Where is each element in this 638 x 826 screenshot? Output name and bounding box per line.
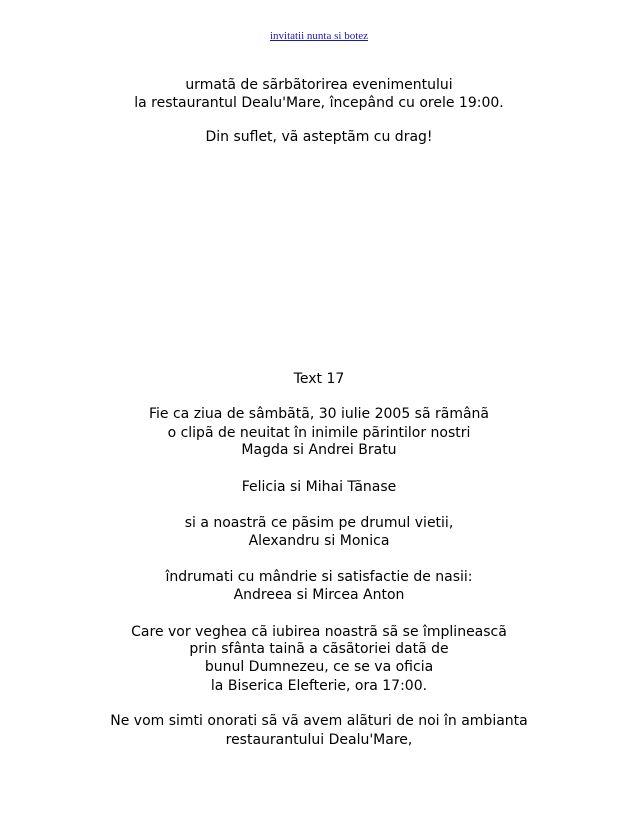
text-line: si a noastrã ce pãsim pe drumul vietii, (184, 515, 454, 531)
text-line: la Biserica Elefterie, ora 17:00. (210, 678, 428, 694)
text-line: Care vor veghea cã iubirea noastrã sã se împlineascã (131, 624, 507, 640)
text-line: prin sfânta tainã a cãsãtoriei datã de (189, 641, 449, 657)
text-line: Felicia si Mihai Tãnase (241, 479, 397, 495)
text-line: la restaurantul Dealu'Mare, începând cu orele 19:00. (134, 95, 504, 111)
text-line: îndrumati cu mândrie si satisfactie de nasii: (165, 569, 473, 585)
text-line: bunul Dumnezeu, ce se va oficia (204, 659, 434, 675)
text-line: restaurantului Dealu'Mare, (225, 732, 413, 748)
text-line: Din suflet, vã asteptãm cu drag! (205, 129, 433, 145)
section-title: Text 17 (293, 371, 345, 387)
text-line: Magda si Andrei Bratu (241, 442, 397, 458)
text-line: Andreea si Mircea Anton (233, 587, 405, 603)
text-line: Alexandru si Monica (248, 533, 390, 549)
text-line: o clipã de neuitat în inimile pãrintilor nostri (167, 425, 471, 441)
text-line: Fie ca ziua de sâmbãtã, 30 iulie 2005 sã rãmânã (148, 406, 490, 422)
header-link[interactable]: invitatii nunta si botez (269, 30, 369, 42)
text-line: urmatã de sãrbãtorirea evenimentului (185, 77, 453, 93)
text-line: Ne vom simti onorati sã vã avem alãturi de noi în ambianta (110, 713, 528, 729)
